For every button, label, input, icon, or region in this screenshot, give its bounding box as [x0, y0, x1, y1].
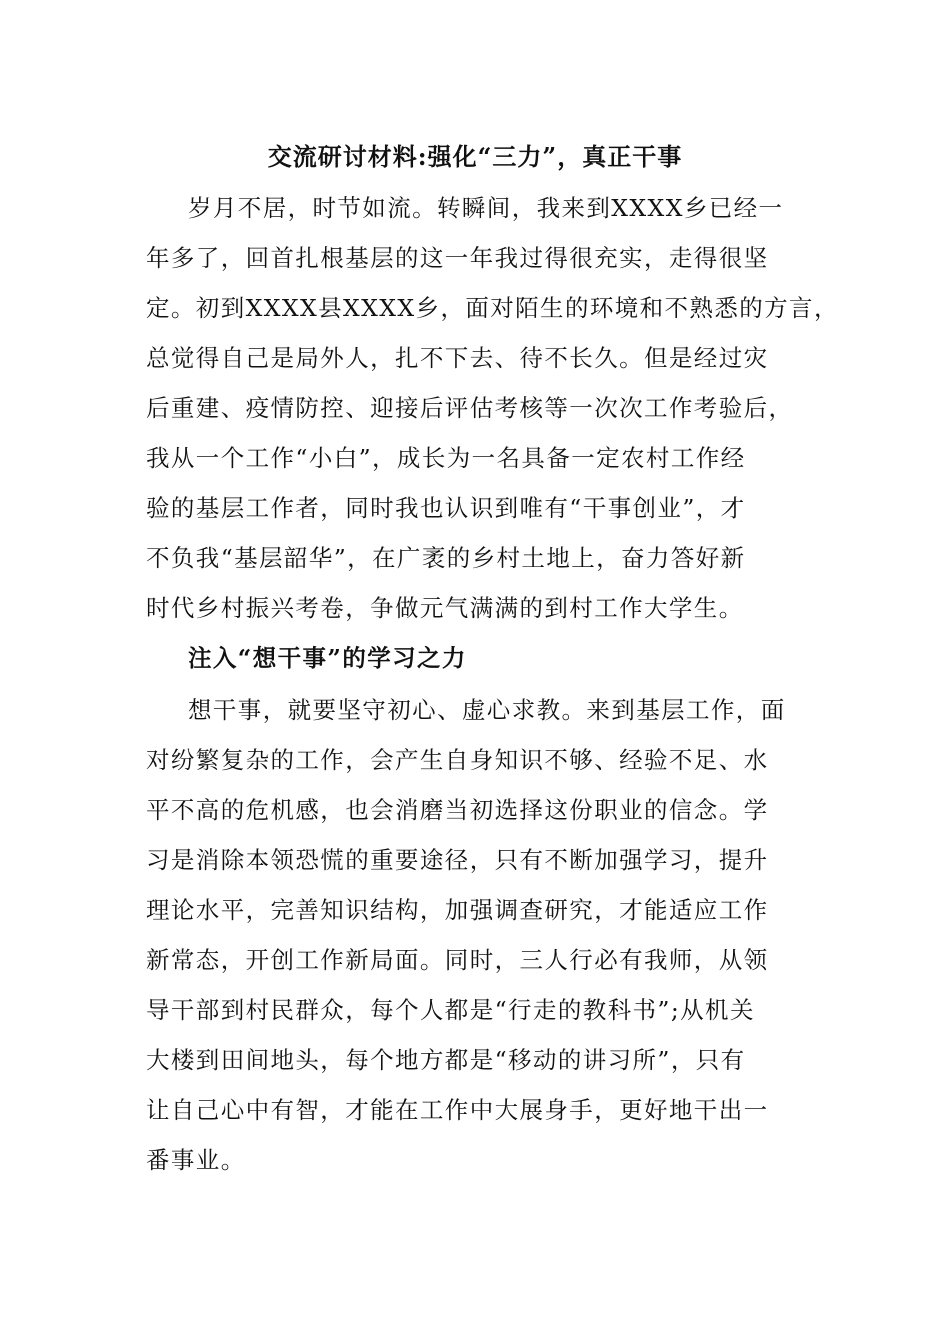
document-title: 交流研讨材料:强化“三力”，真正干事: [267, 142, 683, 171]
paragraph-line: 定。初到XXXX县XXXX乡，面对陌生的环境和不熟悉的方言，: [146, 294, 839, 322]
paragraph-line: 大楼到田间地头，每个地方都是“移动的讲习所”，只有: [146, 1046, 746, 1074]
paragraph-line: 年多了，回首扎根基层的这一年我过得很充实，走得很坚: [146, 244, 769, 272]
paragraph-line: 让自己心中有智，才能在工作中大展身手，更好地干出一: [146, 1096, 769, 1124]
paragraph-line: 岁月不居，时节如流。转瞬间，我来到XXXX乡已经一: [188, 194, 784, 222]
paragraph-line: 对纷繁复杂的工作，会产生自身知识不够、经验不足、水: [146, 746, 769, 774]
paragraph-line: 导干部到村民群众，每个人都是“行走的教科书”;从机关: [146, 996, 755, 1024]
paragraph-line: 验的基层工作者，同时我也认识到唯有“干事创业”，才: [146, 494, 746, 522]
paragraph-line: 不负我“基层韶华”，在广袤的乡村土地上，奋力答好新: [146, 544, 746, 572]
paragraph-line: 后重建、疫情防控、迎接后评估考核等一次次工作考验后，: [146, 394, 794, 422]
paragraph-line: 平不高的危机感，也会消磨当初选择这份职业的信念。学: [146, 796, 769, 824]
paragraph-line: 番事业。: [146, 1146, 246, 1174]
paragraph-line: 时代乡村振兴考卷，争做元气满满的到村工作大学生。: [146, 594, 744, 622]
paragraph-line: 新常态，开创工作新局面。同时，三人行必有我师，从领: [146, 946, 769, 974]
paragraph-line: 习是消除本领恐慌的重要途径，只有不断加强学习，提升: [146, 846, 769, 874]
section-heading: 注入“想干事”的学习之力: [188, 644, 467, 672]
paragraph-line: 总觉得自己是局外人，扎不下去、待不长久。但是经过灾: [146, 344, 769, 372]
paragraph-line: 理论水平，完善知识结构，加强调查研究，才能适应工作: [146, 896, 769, 924]
paragraph-line: 我从一个工作“小白”，成长为一名具备一定农村工作经: [146, 444, 746, 472]
paragraph-line: 想干事，就要坚守初心、虚心求教。来到基层工作，面: [188, 696, 786, 724]
